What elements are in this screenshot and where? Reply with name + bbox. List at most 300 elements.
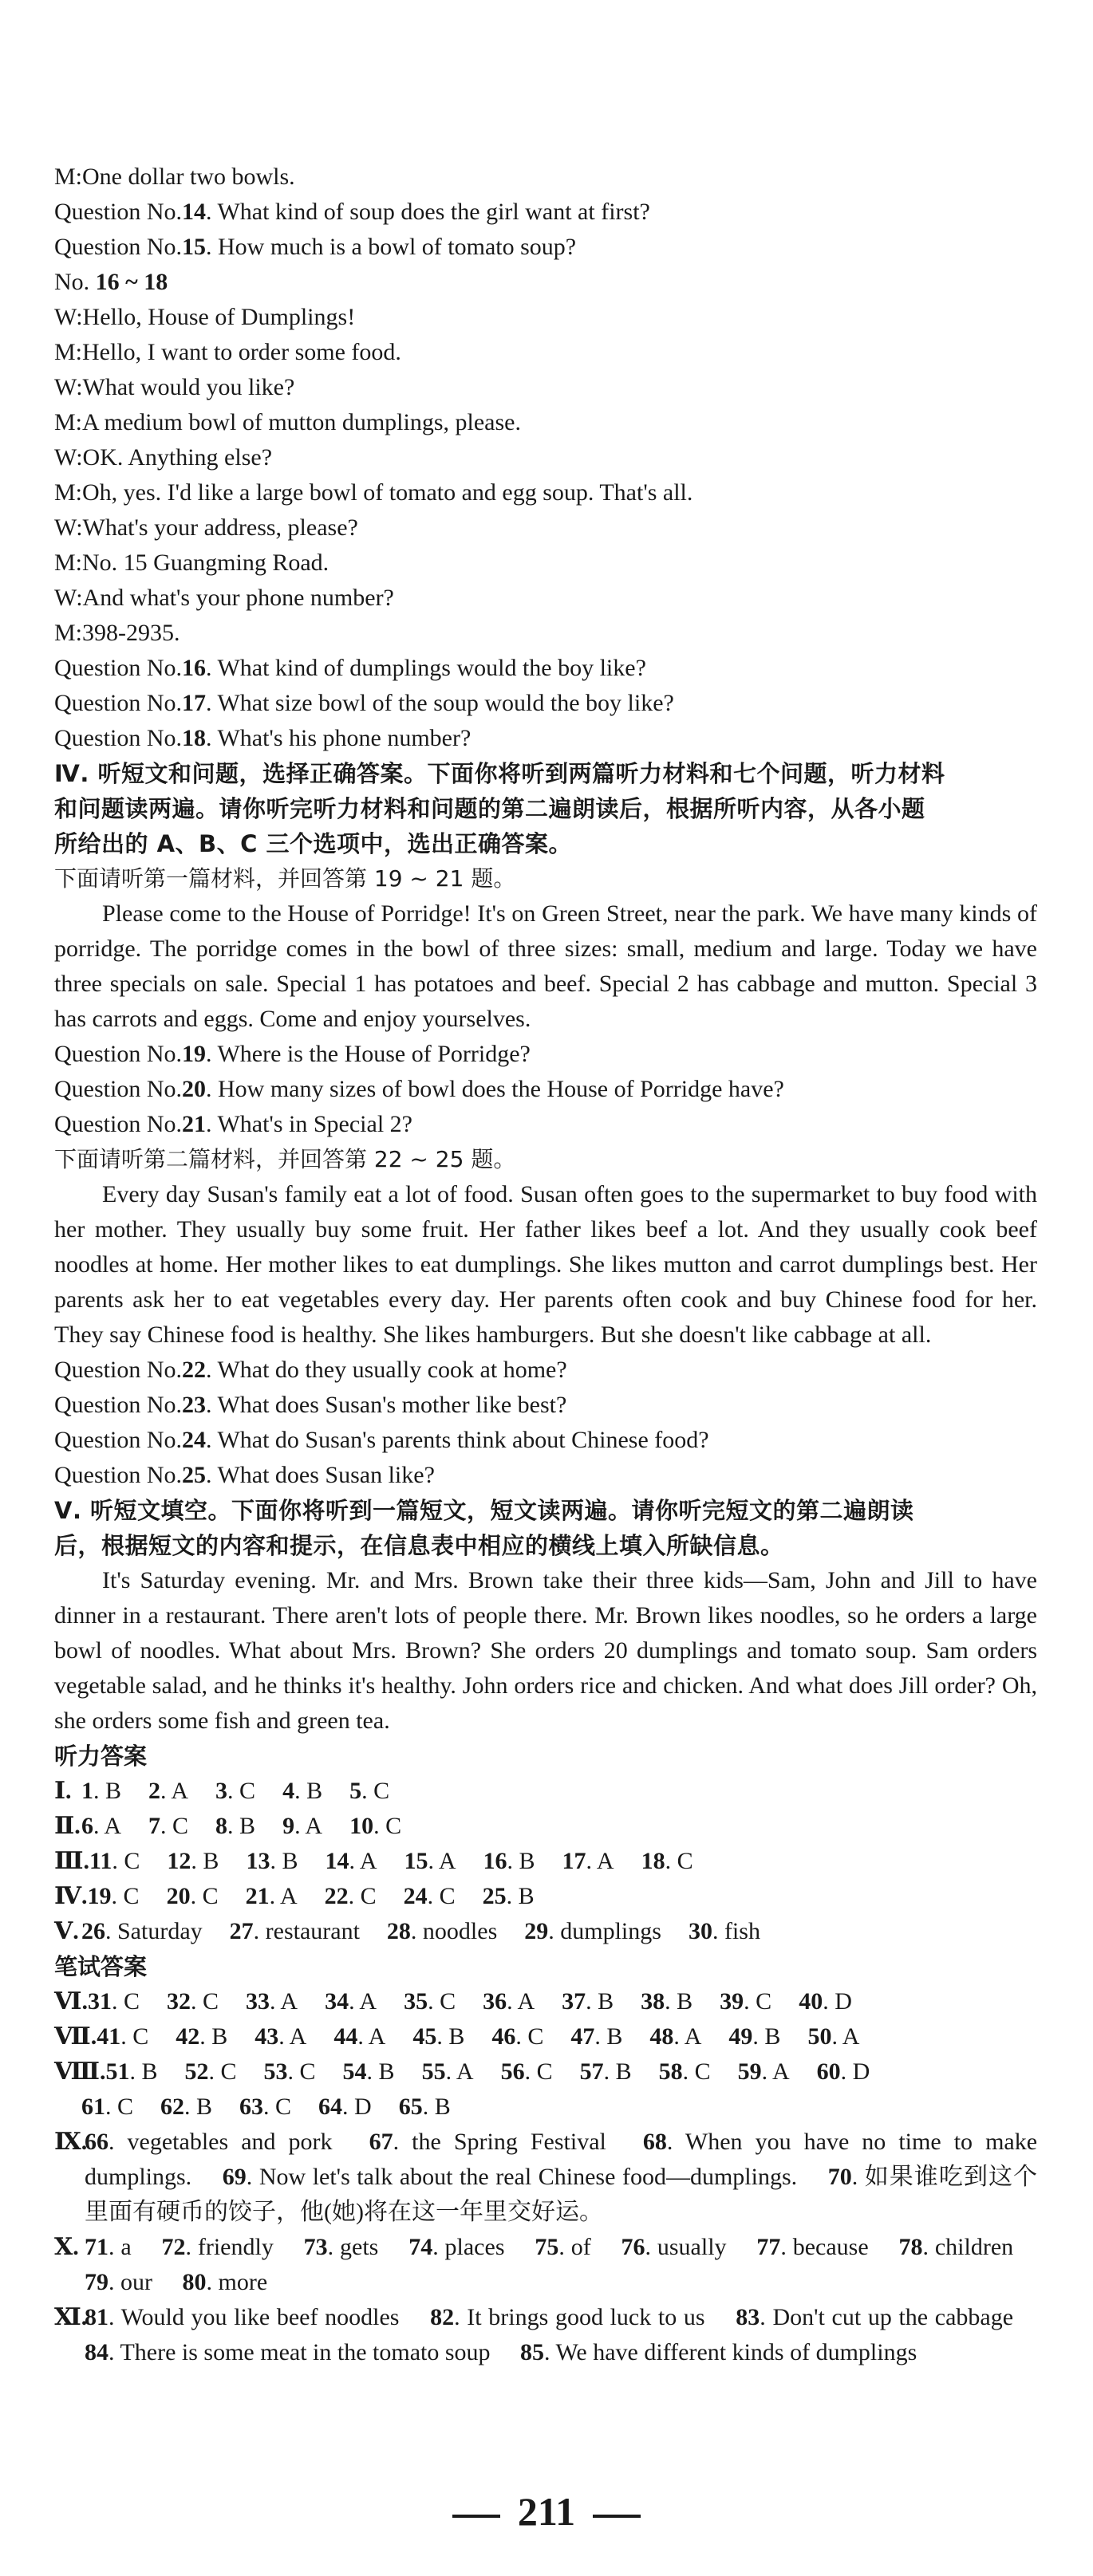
answer-item: 34. A [325,1988,377,2015]
question-line: Question No.18. What's his phone number? [54,725,472,751]
answer-item: 41. C [97,2023,149,2050]
answer-value: the Spring Festival [412,2129,606,2155]
answer-item: 33. A [246,1988,298,2015]
answer-value: A [280,1988,298,2015]
answer-value: C [694,2058,711,2085]
answer-item: 19. C [87,1883,140,1909]
question-prefix: Question No. [54,1076,182,1102]
answer-value: B [598,1988,614,2015]
answer-value: B [378,2058,395,2085]
question-number: 25 [182,1462,206,1488]
answer-value: A [438,1848,456,1874]
question-text: What does Susan's mother like best? [217,1392,567,1418]
answer-number: 61 [81,2093,105,2120]
answer-number: 77 [756,2234,781,2260]
answer-item: 8. B [215,1813,256,1839]
speaker-label: M: [54,409,83,435]
answer-item: 70. 如果谁吃到这个里面有硬币的饺子，他(她)将在这一年里交好运。 [85,2164,1038,2225]
question-text: What kind of soup does the girl want at first? [217,199,650,225]
dialogue-text: No. 15 Guangming Road. [82,549,329,576]
answer-number: 47 [570,2023,595,2050]
dialogue-text: What would you like? [82,374,295,400]
question-prefix: Question No. [54,1041,182,1067]
answer-number: 52 [184,2058,209,2085]
answer-roman: Ⅰ. [54,1778,72,1804]
question-line: Question No.20. How many sizes of bowl does the House of Porridge have? [54,1076,784,1102]
answer-number: 34 [325,1988,349,2015]
answer-value: C [124,1848,140,1874]
question-text: What size bowl of the soup would the boy like? [217,690,674,716]
answer-item: 17. A [562,1848,614,1874]
answer-value: A [842,2023,860,2050]
answer-item: 13. B [246,1848,298,1874]
answer-value: a [120,2234,132,2260]
dialogue-line [54,335,1037,370]
answer-value: Don't cut up the cabbage [772,2304,1014,2330]
answer-number: 39 [720,1988,744,2015]
answer-number: 8 [215,1813,228,1839]
answer-item: 30. fish [688,1918,760,1944]
answer-number: 16 [483,1848,507,1874]
answer-number: 25 [482,1883,507,1909]
answer-value: our [120,2269,152,2295]
answer-item: 47. B [570,2023,623,2050]
answer-number: 37 [562,1988,586,2015]
answer-item: 2. A [148,1778,189,1804]
answer-row [54,1809,1037,1844]
answer-number: 13 [246,1848,270,1874]
answer-item: 57. B [579,2058,632,2085]
question-number: 20 [182,1076,206,1102]
answer-value: A [359,1848,377,1874]
answer-roman: Ⅱ. [54,1813,81,1839]
answer-item: 51. B [105,2058,158,2085]
answer-number: 9 [282,1813,295,1839]
answer-number: 70 [827,2164,852,2190]
answer-number: 81 [85,2304,109,2330]
answer-item: 32. C [167,1988,219,2015]
answer-item: 42. B [176,2023,228,2050]
answer-number: 14 [325,1848,349,1874]
answer-item: 16. B [483,1848,535,1874]
answer-number: 63 [239,2093,264,2120]
answer-item: 67. the Spring Festival [369,2129,606,2155]
answer-roman: Ⅵ. [54,1988,88,2015]
answer-value: C [123,1883,140,1909]
question-number: 18 [182,725,206,751]
answer-number: 68 [642,2129,667,2155]
answer-value: B [448,2023,465,2050]
answer-item: 75. of [535,2234,591,2260]
answer-item: 54. B [342,2058,395,2085]
answer-number: 60 [816,2058,841,2085]
answer-number: 78 [898,2234,923,2260]
answer-number: 40 [799,1988,823,2015]
answer-row [54,2019,1037,2054]
dialogue-line [54,405,1037,440]
answer-number: 18 [641,1848,665,1874]
answer-number: 84 [85,2339,109,2365]
answer-item: 49. B [728,2023,781,2050]
answer-value: B [518,1883,535,1909]
answer-number: 41 [97,2023,121,2050]
answer-item: 29. dumplings [524,1918,661,1944]
page-number-right-rule [593,2515,641,2518]
question-text: What's his phone number? [217,725,472,751]
question-prefix: Question No. [54,1111,182,1137]
dialogue-text: A medium bowl of mutton dumplings, please. [82,409,521,435]
answer-number: 46 [491,2023,516,2050]
answer-value: D [354,2093,372,2120]
speaker-label: M: [54,620,83,646]
answer-number: 57 [579,2058,604,2085]
answer-roman: Ⅹ. [54,2234,79,2260]
answer-number: 51 [105,2058,130,2085]
dialogue-line [54,616,1037,651]
answer-number: 31 [88,1988,112,2015]
dialogue-line [54,300,1037,335]
answer-item: 1. B [81,1778,122,1804]
answer-item: 79. our [85,2269,152,2295]
answer-item: 31. C [88,1988,140,2015]
answer-item: 27. restaurant [229,1918,360,1944]
answer-value: It brings good luck to us [467,2304,705,2330]
answer-number: 33 [246,1988,270,2015]
part4-heading: 和问题读两遍。请你听完听力材料和问题的第二遍朗读后，根据所听内容，从各小题 [54,795,925,822]
answer-item: 58. C [658,2058,711,2085]
question-prefix: Question No. [54,655,182,681]
answer-value: We have different kinds of dumplings [555,2339,917,2365]
answer-value: B [196,2093,213,2120]
answer-item: 73. gets [303,2234,379,2260]
answer-number: 28 [386,1918,411,1944]
answer-number: 32 [167,1988,191,2015]
dialogue-text: What's your address, please? [82,514,358,541]
dialogue-line [54,440,1037,475]
answer-number: 64 [318,2093,343,2120]
dialogue-text: Oh, yes. I'd like a large bowl of tomato and egg soup. That's all. [82,479,693,506]
answer-number: 4 [282,1778,295,1804]
part4-passage1: Please come to the House of Porridge! It's on Green Street, near the park. We have many kinds of porridge. The porridge comes in the bowl of three sizes: small, medium and large. Today we have three specials on sale. Special 1 has potatoes and beef. Special 2 has cabbage and mutton. Special 3 has carrots and eggs. Come and enjoy yourselves. [54,900,1037,1032]
answer-item: 61. C [81,2093,134,2120]
answer-row [54,2054,1037,2090]
answer-value: A [772,2058,790,2085]
answer-number: 5 [349,1778,362,1804]
question-prefix: Question No. [54,199,182,225]
question-text: What do they usually cook at home? [217,1357,567,1383]
question-line: Question No.25. What does Susan like? [54,1462,435,1488]
answer-number: 48 [649,2023,674,2050]
answer-value: C [440,1988,456,2015]
answer-value: C [527,2023,544,2050]
speaker-label: W: [54,444,83,471]
answer-number: 22 [324,1883,349,1909]
answer-number: 74 [408,2234,433,2260]
answer-value: noodles [422,1918,498,1944]
answer-value: B [282,1848,298,1874]
question-text: What does Susan like? [217,1462,435,1488]
answer-number: 43 [255,2023,279,2050]
dialogue-line [54,370,1037,405]
answer-number: 45 [412,2023,437,2050]
answer-block-x [54,2230,1037,2300]
question-number: 15 [182,234,206,260]
answer-item: 69. Now let's talk about the real Chinese food—dumplings. [222,2164,798,2190]
answer-row [54,1774,1037,1809]
answer-value: B [306,1778,323,1804]
answer-value: of [570,2234,591,2260]
answer-value: B [105,1778,122,1804]
question-line: Question No.24. What do Susan's parents think about Chinese food? [54,1427,709,1453]
answer-value: 如果谁吃到这个里面有硬币的饺子，他(她)将在这一年里交好运。 [85,2164,1038,2225]
answer-value: A [289,2023,307,2050]
answer-value: A [456,2058,474,2085]
answer-number: 83 [736,2304,760,2330]
page-number-text: 211 [517,2489,576,2534]
answer-block-ix [54,2125,1037,2230]
answer-number: 15 [404,1848,428,1874]
answer-value: A [171,1778,189,1804]
question-line: Question No.15. How much is a bowl of tomato soup? [54,234,577,260]
answer-item: 24. C [403,1883,456,1909]
section-range: 16 ~ 18 [95,269,168,295]
answer-number: 1 [81,1778,93,1804]
answer-number: 85 [520,2339,545,2365]
question-number: 22 [182,1357,206,1383]
answer-number: 38 [641,1988,665,2015]
answer-item: 85. We have different kinds of dumplings [520,2339,917,2365]
speaker-label: M: [54,479,83,506]
question-prefix: Question No. [54,725,182,751]
speaker-label: W: [54,304,83,330]
answer-number: 71 [85,2234,109,2260]
answer-item: 63. C [239,2093,292,2120]
answer-item: 9. A [282,1813,323,1839]
answer-value: C [124,1988,140,2015]
page-content [54,160,1037,2370]
question-text: What kind of dumplings would the boy like? [217,655,646,681]
answer-item: 12. B [167,1848,219,1874]
question-number: 21 [182,1111,206,1137]
answer-value: A [279,1883,298,1909]
part4-intro1: 下面请听第一篇材料，并回答第 19 ~ 21 题。 [54,865,516,892]
answer-value: A [359,1988,377,2015]
answer-number: 27 [229,1918,254,1944]
answer-item: 74. places [408,2234,505,2260]
answer-value: A [684,2023,702,2050]
answer-number: 44 [333,2023,358,2050]
answer-value: C [239,1778,256,1804]
question-prefix: Question No. [54,1427,182,1453]
answer-value: B [239,1813,256,1839]
answer-item: 72. friendly [161,2234,274,2260]
answer-number: 76 [621,2234,645,2260]
answer-row [54,1984,1037,2019]
answer-value: Saturday [117,1918,203,1944]
answers-title: 听力答案 [54,1743,148,1770]
answer-value: B [434,2093,451,2120]
answer-number: 72 [161,2234,186,2260]
answer-number: 7 [148,1813,161,1839]
section-prefix: No. [54,269,90,295]
answer-item: 38. B [641,1988,693,2015]
answer-value: C [220,2058,237,2085]
question-number: 23 [182,1392,206,1418]
answer-number: 12 [167,1848,191,1874]
answer-roman: Ⅺ. [54,2304,88,2330]
answer-number: 67 [369,2129,393,2155]
answer-item: 83. Don't cut up the cabbage [736,2304,1014,2330]
answer-item: 5. C [349,1778,390,1804]
answer-item: 71. a [85,2234,132,2260]
speaker-label: W: [54,585,83,611]
answer-item: 62. B [160,2093,213,2120]
answer-value: C [439,1883,456,1909]
question-line: Question No.14. What kind of soup does the girl want at first? [54,199,650,225]
answer-item: 56. C [500,2058,553,2085]
dialogue-line [54,475,1037,510]
answer-value: A [517,1988,535,2015]
answer-number: 58 [658,2058,683,2085]
answer-value: C [756,1988,772,2015]
answer-value: B [764,2023,781,2050]
answer-number: 82 [430,2304,455,2330]
question-number: 14 [182,199,206,225]
answer-number: 17 [562,1848,586,1874]
answer-item: 43. A [255,2023,307,2050]
answer-value: B [677,1988,693,2015]
answer-value: C [275,2093,292,2120]
answer-roman: Ⅲ. [54,1848,90,1874]
speaker-label: M: [54,339,83,365]
answer-number: 80 [182,2269,207,2295]
speaker-label: M: [54,549,83,576]
page-number [0,2488,1093,2535]
question-prefix: Question No. [54,690,182,716]
part5-heading: 后，根据短文的内容和提示，在信息表中相应的横线上填入所缺信息。 [54,1532,784,1559]
answer-item: 78. children [898,2234,1014,2260]
answer-row [54,1879,1037,1914]
dialogue-text: 398-2935. [82,620,180,646]
answer-item: 20. C [166,1883,219,1909]
answer-number: 6 [81,1813,93,1839]
part4-heading: Ⅳ. 听短文和问题，选择正确答案。下面你将听到两篇听力材料和七个问题，听力材料 [54,760,945,787]
answer-item: 15. A [404,1848,456,1874]
answer-value: A [368,2023,386,2050]
answer-value: A [104,1813,122,1839]
answer-value: B [211,2023,228,2050]
answer-number: 10 [349,1813,374,1839]
answer-number: 75 [535,2234,559,2260]
part5-passage: It's Saturday evening. Mr. and Mrs. Brown take their three kids—Sam, John and Jill to have dinner in a restaurant. There aren't lots of people there. Mr. Brown likes noodles, so he orders a large bowl of noodles. What about Mrs. Brown? She orders 20 dumplings and tomato soup. Sam orders vegetable salad, and he thinks it's healthy. John orders rice and chicken. And what does Jill order? Oh, she orders some fish and green tea. [54,1567,1037,1734]
answer-row [54,2090,1037,2125]
answer-item: 18. C [641,1848,693,1874]
answer-number: 79 [85,2269,109,2295]
question-prefix: Question No. [54,1392,182,1418]
answer-value: B [615,2058,632,2085]
question-number: 24 [182,1427,206,1453]
answer-item: 21. A [245,1883,298,1909]
answer-item: 66. vegetables and pork [85,2129,333,2155]
answer-item: 53. C [263,2058,316,2085]
answer-number: 30 [688,1918,712,1944]
answer-value: There is some meat in the tomato soup [120,2339,491,2365]
answer-item: 11. C [89,1848,140,1874]
answer-number: 49 [728,2023,753,2050]
answer-item: 7. C [148,1813,189,1839]
answer-number: 42 [176,2023,200,2050]
part4-intro2: 下面请听第二篇材料，并回答第 22 ~ 25 题。 [54,1146,516,1172]
answer-item: 45. B [412,2023,465,2050]
dialogue-line [54,510,1037,546]
question-line: Question No.19. Where is the House of Porridge? [54,1041,531,1067]
question-text: Where is the House of Porridge? [217,1041,531,1067]
answer-item: 25. B [482,1883,535,1909]
dialogue-text: One dollar two bowls. [82,163,295,190]
speaker-label: M: [54,163,83,190]
answer-number: 11 [89,1848,112,1874]
answer-value: Now let's talk about the real Chinese food—dumplings. [258,2164,798,2190]
answer-item: 48. A [649,2023,702,2050]
answer-number: 20 [166,1883,191,1909]
answer-item: 84. There is some meat in the tomato soup [85,2339,491,2365]
section-number [54,265,1037,300]
answer-value: dumplings [560,1918,661,1944]
answer-number: 55 [421,2058,446,2085]
answer-value: children [934,2234,1014,2260]
answer-value: C [202,1883,219,1909]
answer-item: 37. B [562,1988,614,2015]
answer-number: 21 [245,1883,270,1909]
answer-number: 50 [807,2023,832,2050]
answer-number: 35 [404,1988,428,2015]
answer-number: 2 [148,1778,161,1804]
answer-value: friendly [197,2234,274,2260]
answer-number: 69 [222,2164,247,2190]
answer-number: 54 [342,2058,367,2085]
dialogue-line [54,160,1037,195]
answer-number: 56 [500,2058,525,2085]
question-text: How many sizes of bowl does the House of Porridge have? [218,1076,784,1102]
speaker-label: W: [54,374,83,400]
answer-item: 82. It brings good luck to us [430,2304,705,2330]
answer-number: 36 [483,1988,507,2015]
answer-number: 19 [87,1883,112,1909]
dialogue-line [54,581,1037,616]
answer-value: B [203,1848,219,1874]
answer-item: 40. D [799,1988,852,2015]
answer-item: 4. B [282,1778,323,1804]
answer-item: 64. D [318,2093,372,2120]
answer-value: A [596,1848,614,1874]
answer-number: 29 [524,1918,549,1944]
answer-value: places [444,2234,505,2260]
answer-item: 36. A [483,1988,535,2015]
answer-number: 3 [215,1778,228,1804]
answer-value: When you have no time to make dumplings. [85,2129,1038,2190]
question-prefix: Question No. [54,234,182,260]
answer-block-xi [54,2300,1037,2370]
answer-value: B [519,1848,535,1874]
answer-number: 65 [398,2093,423,2120]
answer-item: 77. because [756,2234,869,2260]
answer-item: 44. A [333,2023,386,2050]
question-line: Question No.17. What size bowl of the soup would the boy like? [54,690,674,716]
answer-item: 22. C [324,1883,377,1909]
answer-item: 14. A [325,1848,377,1874]
answer-value: C [172,1813,189,1839]
answer-item: 46. C [491,2023,544,2050]
